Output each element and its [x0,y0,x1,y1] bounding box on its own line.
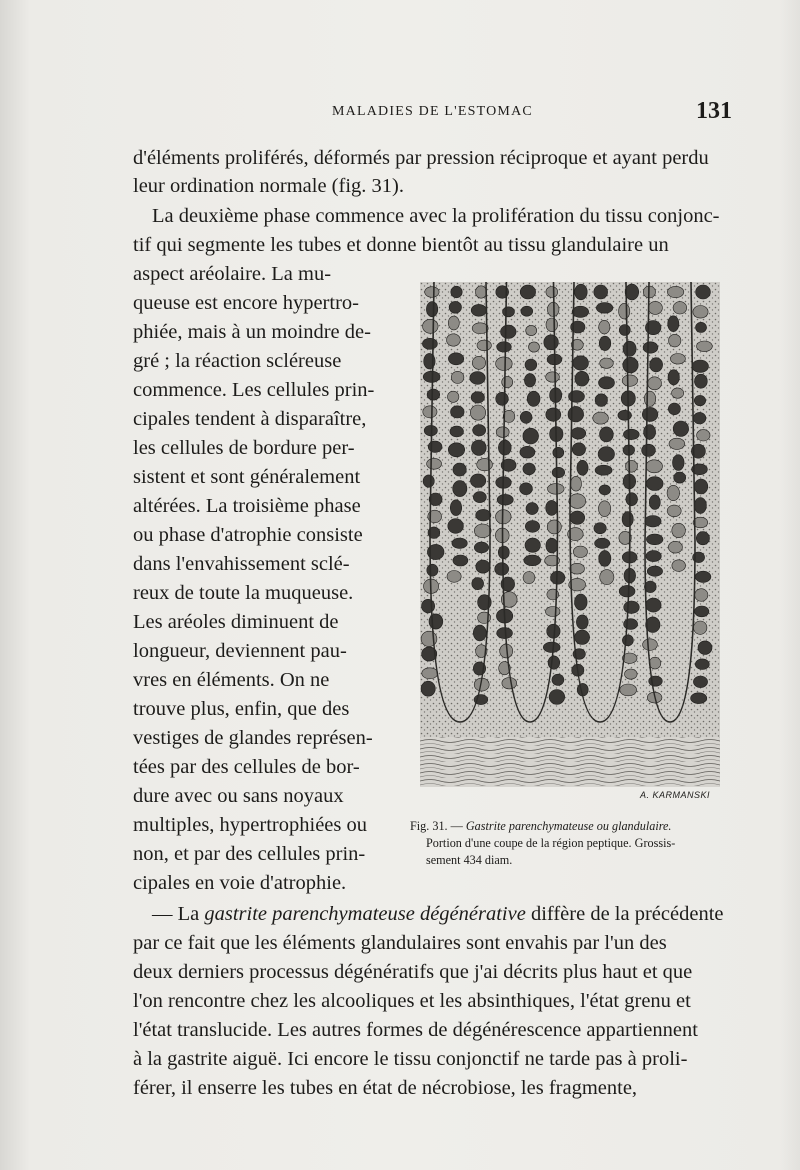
text-line-content: d'éléments proliférés, déformés par pression réciproque et ayant perdu [133,147,709,169]
text-line: non, et par des cellules prin- [133,843,366,865]
cell-mark [570,511,585,524]
running-head: MALADIES DE L'ESTOMAC [332,104,533,119]
cell-mark [423,406,437,418]
cell-mark [595,465,612,475]
cell-mark [520,411,532,423]
text-line: vres en éléments. On ne [133,669,330,691]
cell-mark [694,498,706,514]
text-line: dure avec ou sans noyaux [133,785,344,807]
cell-mark [546,538,558,553]
text-run: diffère de la précédente [525,903,724,925]
cell-mark [498,440,511,455]
cell-mark [426,302,437,317]
cell-mark [599,485,610,495]
cell-mark [624,601,640,613]
cell-mark [646,551,661,562]
cell-mark [449,301,461,313]
cell-mark [422,338,437,349]
cell-mark [520,483,533,495]
cell-mark [594,523,606,534]
text-line: l'on rencontre chez les alcooliques et les absinthiques, l'état grenu et [133,990,691,1012]
cell-mark [474,542,488,553]
cell-mark [577,460,588,475]
cell-mark [496,427,509,438]
cell-mark [691,693,707,704]
cell-mark [472,323,488,334]
cell-mark [523,428,539,444]
cell-mark [474,524,491,538]
text-line: leur ordination normale (fig. 31). [133,175,404,197]
text-line: trouve plus, enfin, que des [133,698,350,720]
cell-mark [620,684,637,696]
cell-mark [451,371,464,383]
cell-mark [667,286,683,297]
cell-mark [503,307,515,317]
text-line [152,901,724,927]
text-line: longueur, deviennent pau- [133,640,347,662]
page-header [0,98,800,128]
cell-mark [670,354,685,365]
text-line: Les aréoles diminuent de [133,611,339,633]
figure-illustration [420,282,720,802]
cell-mark [696,322,707,332]
cell-mark [599,336,611,350]
text-line: altérées. La troisième phase [133,495,361,517]
cell-mark [470,474,485,488]
cell-mark [476,509,491,521]
cell-mark [545,607,560,617]
cell-mark [450,426,464,437]
cell-mark [546,318,558,332]
caption-line: sement 434 diam. [426,853,513,867]
cell-mark [695,571,711,582]
cell-mark [524,374,535,387]
cell-mark [448,353,463,365]
cell-mark [523,463,535,475]
cell-mark [471,440,486,455]
cell-mark [501,325,517,338]
cell-mark [672,560,686,572]
cell-mark [644,425,656,440]
cell-mark [502,376,513,387]
cell-mark [453,463,466,476]
cell-mark [619,303,630,319]
cell-mark [646,460,663,473]
cell-mark [593,412,609,424]
histology-figure [420,282,720,802]
cell-mark [673,455,685,471]
cell-mark [472,356,485,369]
cell-mark [476,286,487,298]
cell-mark [471,392,484,403]
text-line: l'état translucide. Les autres formes de dégénérescence appartiennent [133,1019,698,1041]
cell-mark [502,678,517,689]
cell-mark [452,538,467,548]
cell-mark [698,641,712,655]
text-line: deux derniers processus dégénératifs que j'ai décrits plus haut et que [133,961,693,983]
caption-number: Fig. 31. — [410,819,466,833]
cell-mark [673,421,688,436]
text-line: cipales en voie d'atrophie. [133,872,347,894]
cell-mark [625,284,639,300]
text-line: ou phase d'atrophie consiste [133,524,363,546]
cell-mark [520,285,535,299]
cell-mark [520,446,535,458]
cell-mark [692,360,709,372]
cell-mark [643,342,658,353]
cell-mark [619,325,630,336]
cell-mark [477,458,493,470]
cell-mark [525,538,540,552]
cell-mark [547,520,561,534]
cell-mark [695,589,708,602]
cell-mark [473,625,486,641]
cell-mark [646,534,663,545]
cell-mark [498,546,509,559]
cell-mark [547,624,560,638]
cell-mark [497,494,513,505]
cell-mark [644,391,655,406]
cell-mark [429,614,443,629]
cell-mark [471,304,486,316]
cell-mark [427,458,442,469]
cell-mark [693,412,706,424]
cell-mark [596,303,613,314]
cell-mark [521,306,533,316]
caption-title: Gastrite parenchymateuse ou glandulaire. [465,819,672,833]
cell-mark [448,443,464,457]
cell-mark [552,467,565,477]
cell-mark [623,429,639,439]
text-line: par ce fait que les éléments glandulaires sont envahis par l'un des [133,932,667,954]
cell-mark [447,334,461,346]
cell-mark [668,403,680,415]
cell-mark [548,484,565,495]
text-line [133,145,733,171]
cell-mark [524,555,541,566]
cell-mark [451,286,462,298]
text-run: — La [152,903,205,925]
cell-mark [422,599,435,613]
cell-mark [572,443,585,456]
cell-mark [529,342,540,352]
text-line: commence. Les cellules prin- [133,379,375,401]
cell-mark [595,394,607,407]
cell-mark [477,340,491,351]
cell-mark [425,287,439,298]
cell-mark [649,657,661,669]
text-line: La deuxième phase commence avec la prolifération du tissu conjonc- [152,205,720,227]
cell-mark [447,571,461,583]
cell-mark [448,519,464,534]
text-line: multiples, hypertrophiées ou [133,814,367,836]
cell-mark [543,642,560,652]
cell-mark [594,285,608,299]
cell-mark [668,541,682,553]
cell-mark [546,287,558,298]
cell-mark [450,500,461,516]
cell-mark [546,408,561,421]
text-run-italic: gastrite parenchymateuse dégénérative [204,903,526,925]
cell-mark [575,630,590,644]
caption-line [410,818,740,835]
cell-mark [624,619,638,630]
cell-mark [669,334,681,347]
cell-mark [646,477,663,491]
cell-mark [625,669,638,679]
cell-mark [623,341,636,356]
cell-mark [650,358,663,372]
cell-mark [673,302,687,314]
cell-mark [576,615,588,629]
cell-mark [526,503,538,515]
cell-mark [496,392,509,405]
cell-mark [667,485,679,500]
cell-mark [448,391,459,402]
cell-mark [667,505,681,517]
cell-mark [470,372,485,385]
cell-mark [693,676,707,688]
cell-mark [548,656,560,669]
cell-mark [570,563,585,574]
cell-mark [575,594,588,610]
cell-mark [623,357,638,373]
cell-mark [427,389,440,400]
cell-mark [619,585,635,597]
cell-mark [546,500,558,515]
text-line: phiée, mais à un moindre de- [133,321,371,343]
cell-mark [448,316,459,330]
cell-mark [696,285,711,299]
cell-mark [473,492,486,503]
text-line: à la gastrite aiguë. Ici encore le tissu conjonctif ne tarde pas à proli- [133,1048,688,1070]
cell-mark [568,406,584,422]
cell-mark [695,606,709,617]
cell-mark [423,475,434,487]
text-line: aspect aréolaire. La mu- [133,263,332,285]
cell-mark [453,555,468,566]
text-line: vestiges de glandes représen- [133,727,373,749]
text-line: férer, il enserre les tubes en état de nécrobiose, les fragmente, [133,1077,638,1099]
cell-mark [643,639,658,651]
cell-mark [642,444,656,456]
cell-mark [669,438,685,449]
text-line: sistent et sont généralement [133,466,361,488]
cell-mark [622,635,633,646]
cell-mark [599,377,615,389]
cell-mark [618,410,632,420]
cell-mark [599,551,611,567]
text-line: tif qui segmente les tubes et donne bientôt au tissu glandulaire un [133,234,669,256]
text-line: les cellules de bordure per- [133,437,355,459]
cell-mark [421,681,435,696]
cell-mark [600,570,614,585]
cell-mark [626,460,638,472]
cell-mark [598,447,614,462]
cell-mark [695,374,708,388]
engraver-signature: A. KARMANSKI [640,790,711,800]
cell-mark [526,325,537,335]
text-line: reux de toute la muqueuse. [133,582,354,604]
cell-mark [525,359,537,371]
cell-mark [697,341,713,352]
cell-mark [569,391,585,403]
cell-mark [694,395,705,405]
cell-mark [573,546,587,557]
cell-mark [472,578,484,590]
cell-mark [693,306,708,319]
cell-mark [648,377,662,390]
cell-mark [649,495,660,510]
cell-mark [569,494,586,509]
cell-mark [694,621,707,634]
cell-mark [525,521,539,533]
text-line: cipales tendent à disparaître, [133,408,367,430]
cell-mark [626,493,638,506]
cell-mark [552,674,564,685]
cell-mark [575,371,589,386]
cell-mark [672,388,684,398]
cell-mark [694,479,707,494]
cell-mark [423,319,439,333]
text-line: dans l'envahissement sclé- [133,553,350,575]
cell-mark [572,306,589,317]
cell-mark [473,425,486,436]
cell-mark [645,516,661,527]
cell-mark [600,358,614,368]
cell-mark [575,284,588,300]
cell-mark [697,430,710,441]
cell-mark [496,357,513,371]
cell-mark [422,668,438,679]
cell-mark [527,391,540,406]
cell-mark [600,427,614,442]
cell-mark [668,316,679,332]
cell-mark [672,523,686,537]
cell-mark [495,563,509,576]
caption-line: Portion d'une coupe de la région peptique. Grossis- [426,836,676,850]
cell-mark [599,501,611,517]
cell-mark [695,659,709,670]
text-line: gré ; la réaction scléreuse [133,350,342,372]
cell-mark [622,375,637,386]
cell-mark [668,370,679,385]
cell-mark [544,335,559,350]
cell-mark [647,566,662,576]
cell-mark [696,532,709,545]
cell-mark [451,406,465,418]
cell-mark [497,342,512,352]
cell-mark [428,441,442,452]
cell-mark [571,428,586,440]
cell-mark [573,356,589,370]
cell-mark [546,372,560,382]
figure-caption [410,818,740,869]
cell-mark [642,407,658,421]
cell-mark [622,512,633,527]
cell-mark [648,301,662,314]
cell-mark [470,405,485,420]
cell-mark [646,598,661,612]
cell-mark [553,447,564,458]
cell-mark [595,538,610,548]
cell-mark [453,481,467,497]
cell-mark [674,472,686,483]
cell-mark [523,572,535,584]
cell-mark [423,371,440,382]
cell-mark [599,320,610,334]
text-line: queuse est encore hypertro- [133,292,359,314]
submucosa-layer [420,737,720,787]
text-line: tées par des cellules de bor- [133,756,360,778]
page-number: 131 [696,98,732,124]
cell-mark [476,560,490,573]
cell-mark [549,690,565,705]
cell-mark [571,476,582,491]
cell-mark [427,564,438,576]
